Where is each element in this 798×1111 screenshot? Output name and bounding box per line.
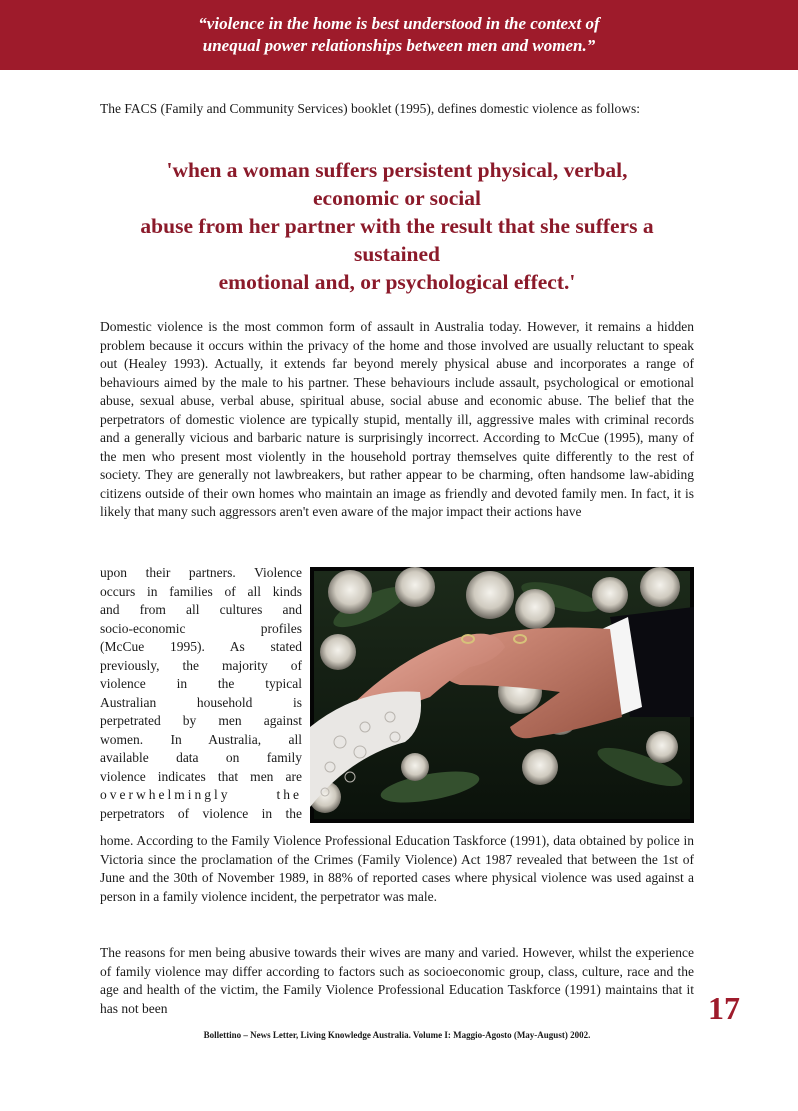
intro-paragraph: The FACS (Family and Community Services) booklet (1995), defines domestic violence as follows:	[100, 101, 641, 116]
wrap-line: socio-economic profiles	[100, 620, 302, 636]
quote-line-1: 'when a woman suffers persistent physical, verbal,	[166, 158, 628, 182]
wrap-line: overwhelmingly the	[100, 787, 302, 802]
wrap-line: and from all cultures and	[100, 602, 302, 617]
wrap-line: women. In Australia, all	[100, 731, 302, 747]
wrap-line: upon their partners. Violence	[100, 565, 302, 580]
page-number: 17	[708, 990, 740, 1026]
wrap-line: previously, the majority of	[100, 657, 302, 673]
wrap-line: occurs in families of all kinds	[100, 583, 302, 599]
body-paragraph-1-wrap	[100, 564, 302, 823]
wrap-line: (McCue 1995). As stated	[100, 639, 302, 654]
wrap-line: perpetrators of violence in the	[100, 805, 302, 821]
body-paragraph-2: The reasons for men being abusive towards their wives are many and varied. However, whilst the experience of family violence may differ according to factors such as socioeconomic group, class, culture, race and the age and health of the victim, the Family Violence Professional Education Taskforce (1991) maintains that it has not been	[100, 945, 694, 1016]
wedding-hands-photo	[310, 567, 694, 823]
quote-line-3: abuse from her partner with the result that she suffers a	[140, 214, 654, 238]
wrap-line: violence in the typical	[100, 676, 302, 691]
wrap-line: Australian household is	[100, 694, 302, 710]
wrap-line: available data on family	[100, 750, 302, 765]
quote-line-5: emotional and, or psychological effect.'	[218, 270, 576, 294]
body-paragraph-1: Domestic violence is the most common form of assault in Australia today. However, it remains a hidden problem because it occurs within the privacy of the home and those involved are usually reluctant to speak out (Healey 1993). Actually, it extends far beyond merely physical abuse and incorporates a range of behaviours aimed by the male to his partner. These behaviours include assault, psychological or emotional abuse, sexual abuse, verbal abuse, spiritual abuse, social abuse and economic abuse. The belief that the perpetrators of domestic violence are typically stupid, mentally ill, aggressive males with criminal records and a generally vicious and barbaric nature is surprisingly incorrect. According to McCue (1995), many of the men who present most violently in the household portray themselves quite differently to the rest of society. They are generally not lawbreakers, but rather appear to be charming, often handsome law-abiding citizens outside of their own homes who maintain an image as friendly and devoted family men. In fact, it is likely that many such aggressors aren't even aware of the major impact their actions have	[100, 319, 694, 519]
footer-citation: Bollettino – News Letter, Living Knowledge Australia. Volume I: Maggio-Agosto (May-August) 2002.	[203, 1030, 591, 1040]
body-paragraph-1-continued: home. According to the Family Violence Professional Education Taskforce (1991), data obtained by police in Victoria since the proclamation of the Crimes (Family Violence) Act 1987 revealed that between the 1st of June and the 30th of November 1989, in 88% of reported cases where physical violence was used against a person in a family violence incident, the perpetrator was male.	[100, 833, 694, 904]
definition-quote	[100, 156, 694, 296]
quote-line-2: economic or social	[313, 186, 481, 210]
quote-banner	[0, 0, 798, 70]
wrap-line: violence indicates that men are	[100, 768, 302, 784]
quote-line-4: sustained	[353, 242, 441, 266]
banner-line-1: “violence in the home is best understood in the context of	[198, 14, 600, 33]
banner-line-2: unequal power relationships between men and women.”	[202, 36, 596, 55]
wrap-line: perpetrated by men against	[100, 713, 302, 728]
